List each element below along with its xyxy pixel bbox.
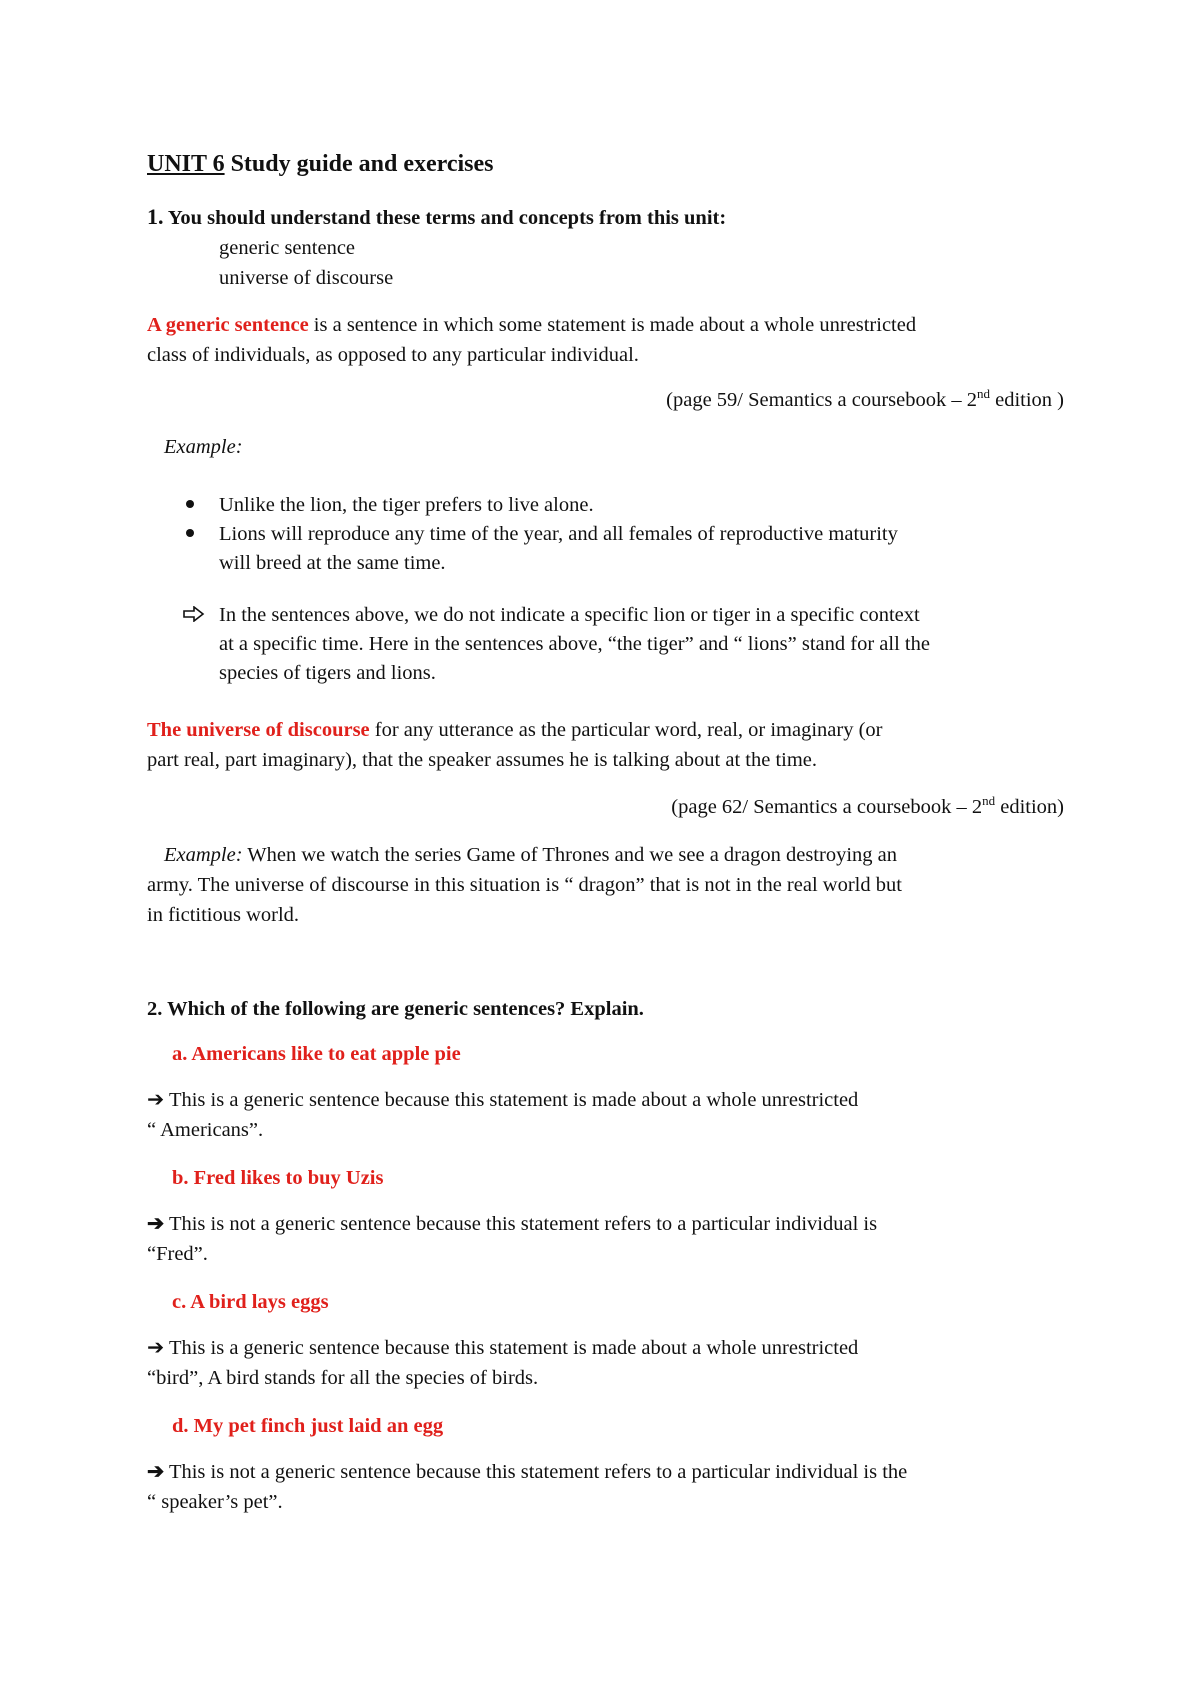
arrow-icon: ➔ bbox=[147, 1461, 165, 1483]
note-line: at a specific time. Here in the sentences above, “the tiger” and “ lions” stand for all the bbox=[219, 633, 930, 655]
answer-d-cont: “ speaker’s pet”. bbox=[147, 1491, 283, 1513]
answer-b: ➔ This is not a generic sentence because this statement refers to a particular individual is bbox=[147, 1213, 878, 1235]
unit-label: UNIT 6 bbox=[147, 151, 225, 177]
page-title bbox=[147, 150, 494, 178]
q2-heading: 2. Which of the following are generic sentences? Explain. bbox=[147, 998, 644, 1020]
answer-c: ➔ This is a generic sentence because this statement is made about a whole unrestricted bbox=[147, 1337, 859, 1359]
bullet-item-cont: will breed at the same time. bbox=[219, 552, 446, 574]
arrow-icon: ➔ bbox=[147, 1089, 165, 1111]
answer-d: ➔ This is not a generic sentence because this statement refers to a particular individual is the bbox=[147, 1461, 908, 1483]
answer-b-cont: “Fred”. bbox=[147, 1243, 208, 1265]
note-line: species of tigers and lions. bbox=[219, 662, 436, 684]
example-2-text: army. The universe of discourse in this situation is “ dragon” that is not in the real world but bbox=[147, 874, 902, 896]
hollow-arrow-icon bbox=[183, 606, 205, 622]
answer-a: ➔ This is a generic sentence because this statement is made about a whole unrestricted bbox=[147, 1089, 859, 1111]
term-item: universe of discourse bbox=[219, 267, 394, 289]
answer-c-cont: “bird”, A bird stands for all the species of birds. bbox=[147, 1367, 539, 1389]
example-2: Example: When we watch the series Game of Thrones and we see a dragon destroying an bbox=[164, 844, 897, 866]
note-line: In the sentences above, we do not indicate a specific lion or tiger in a specific context bbox=[219, 604, 920, 626]
definition-term: The universe of discourse bbox=[147, 719, 370, 741]
definition-text: part real, part imaginary), that the speaker assumes he is talking about at the time. bbox=[147, 749, 818, 771]
question-item-b: b. Fred likes to buy Uzis bbox=[172, 1167, 384, 1189]
bullet-item: Lions will reproduce any time of the year, and all females of reproductive maturity bbox=[219, 523, 898, 545]
example-2-text: in fictitious world. bbox=[147, 904, 300, 926]
example-label: Example: bbox=[164, 436, 243, 458]
definition-universe: The universe of discourse for any utterance as the particular word, real, or imaginary (or bbox=[147, 719, 883, 741]
question-item-a: a. Americans like to eat apple pie bbox=[172, 1043, 461, 1065]
bullet-icon bbox=[186, 500, 194, 508]
definition-generic: A generic sentence is a sentence in which some statement is made about a whole unrestricted bbox=[147, 314, 917, 336]
question-item-c: c. A bird lays eggs bbox=[172, 1291, 329, 1313]
q1-heading: 1. You should understand these terms and concepts from this unit: bbox=[147, 204, 727, 229]
bullet-icon bbox=[186, 529, 194, 537]
bullet-item: Unlike the lion, the tiger prefers to live alone. bbox=[219, 494, 594, 516]
question-item-d: d. My pet finch just laid an egg bbox=[172, 1415, 444, 1437]
answer-a-cont: “ Americans”. bbox=[147, 1119, 264, 1141]
arrow-icon: ➔ bbox=[147, 1213, 165, 1235]
citation-1: (page 59/ Semantics a coursebook – 2nd edition ) bbox=[666, 386, 1064, 411]
definition-text: class of individuals, as opposed to any particular individual. bbox=[147, 344, 639, 366]
title-rest: Study guide and exercises bbox=[224, 151, 494, 177]
term-item: generic sentence bbox=[219, 237, 356, 259]
citation-2: (page 62/ Semantics a coursebook – 2nd edition) bbox=[671, 793, 1064, 818]
definition-term: A generic sentence bbox=[147, 314, 309, 336]
arrow-icon: ➔ bbox=[147, 1337, 165, 1359]
